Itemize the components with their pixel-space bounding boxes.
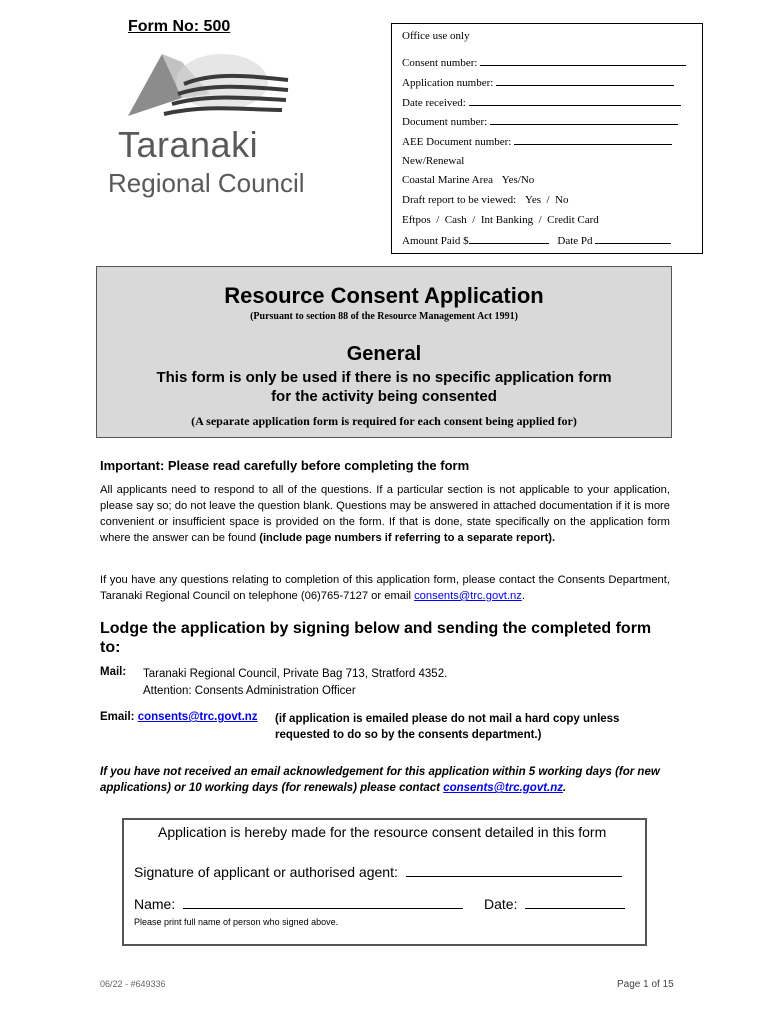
consent-number-field[interactable] — [402, 56, 686, 69]
instructions-paragraph-1-text: All applicants need to respond to all of the questions. If a particular section is not applicable to your application, please say so; do not leave the question blank. Questions may be answered in attached documentation if it is more convenient or insufficient space is provided on the form. If that is done, state specifically on the application form where the answer can be found — [100, 484, 670, 544]
instructions-paragraph-1 — [100, 482, 670, 546]
instructions-paragraph-2-end: . — [521, 590, 525, 602]
draft-report-options: Yes / No — [524, 194, 569, 206]
aee-document-number-label: AEE Document number: — [402, 136, 512, 148]
consent-number-line — [480, 56, 686, 66]
document-number-label: Document number: — [402, 116, 488, 128]
logo-wordmark-regional-council: Regional Council — [108, 168, 305, 198]
mail-label: Mail: — [100, 666, 127, 678]
usage-note-line-1: This form is only be used if there is no specific application form — [156, 369, 612, 386]
office-use-box — [391, 23, 703, 254]
title-box — [96, 266, 672, 438]
application-number-field[interactable] — [402, 76, 674, 89]
name-line[interactable] — [183, 896, 463, 909]
instructions-paragraph-1-bold: (include page numbers if referring to a separate report). — [259, 532, 556, 544]
separate-form-note: (A separate application form is required for each consent being applied for) — [191, 414, 577, 428]
date-line[interactable] — [525, 896, 625, 909]
page-subtitle: (Pursuant to section 88 of the Resource Management Act 1991) — [250, 311, 518, 322]
lodge-heading: Lodge the application by signing below and sending the completed form to: — [100, 620, 652, 656]
signature-line[interactable] — [406, 864, 622, 877]
consent-number-label: Consent number: — [402, 57, 478, 69]
aee-document-number-line — [514, 135, 672, 145]
document-number-field[interactable] — [402, 115, 678, 128]
form-number: Form No: 500 — [128, 18, 231, 35]
mail-address-line-1: Taranaki Regional Council, Private Bag 713, Stratford 4352. — [143, 668, 448, 680]
payment-methods[interactable]: Eftpos / Cash / Int Banking / Credit Card — [402, 214, 599, 226]
acknowledgement-end: . — [563, 782, 567, 794]
email-label: Email: — [100, 711, 135, 723]
logo-wordmark-taranaki: Taranaki — [118, 124, 259, 165]
date-label: Date: — [484, 896, 518, 912]
application-number-line — [496, 76, 674, 86]
email-note: (if application is emailed please do not mail a hard copy unless requested to do so by the consents department.) — [275, 713, 620, 741]
mail-address — [143, 666, 447, 700]
declaration-statement: Application is hereby made for the resource consent detailed in this form — [158, 824, 607, 840]
name-label: Name: — [134, 896, 176, 912]
logo-wave-4 — [164, 108, 282, 114]
form-type-heading: General — [346, 343, 422, 365]
coastal-marine-area-options: Yes/No — [501, 174, 535, 186]
application-number-label: Application number: — [402, 77, 494, 89]
date-field[interactable] — [484, 896, 625, 912]
declaration-box — [122, 818, 647, 946]
date-paid-line — [595, 234, 671, 244]
instructions-paragraph-2 — [100, 572, 670, 604]
name-field[interactable] — [134, 896, 463, 912]
date-received-label: Date received: — [402, 97, 466, 109]
mail-address-line-2: Attention: Consents Administration Officer — [143, 685, 356, 697]
consents-email-link[interactable]: consents@trc.govt.nz — [414, 590, 522, 602]
amount-paid-field[interactable] — [402, 234, 671, 247]
office-use-title: Office use only — [402, 30, 470, 42]
signature-field[interactable] — [134, 864, 622, 880]
date-received-line — [469, 96, 681, 106]
draft-report-field[interactable] — [402, 194, 569, 206]
usage-note-line-2: for the activity being consented — [271, 388, 497, 405]
aee-document-number-field[interactable] — [402, 135, 672, 148]
acknowledgement-email-link[interactable]: consents@trc.govt.nz — [443, 782, 564, 794]
amount-paid-label: Amount Paid $ — [402, 235, 469, 247]
coastal-marine-area-field[interactable] — [402, 174, 534, 186]
new-renewal-option[interactable]: New/Renewal — [402, 155, 465, 167]
lodge-email-link[interactable]: consents@trc.govt.nz — [137, 711, 258, 723]
email-row — [100, 711, 258, 723]
instructions-paragraph-2-text: If you have any questions relating to completion of this application form, please contact the Consents Department, Taranaki Regional Council on telephone (06)765-7127 or email — [100, 574, 670, 602]
signature-label: Signature of applicant or authorised agent: — [134, 864, 398, 880]
draft-report-label: Draft report to be viewed: — [402, 194, 517, 206]
document-number-line — [490, 115, 678, 125]
page-title: Resource Consent Application — [224, 283, 544, 308]
acknowledgement-note — [100, 764, 675, 796]
coastal-marine-area-label: Coastal Marine Area — [402, 174, 494, 186]
print-name-note: Please print full name of person who signed above. — [134, 917, 339, 927]
date-paid-label: Date Pd — [557, 235, 593, 247]
important-heading: Important: Please read carefully before completing the form — [100, 458, 470, 473]
document-reference: 06/22 - #649336 — [100, 979, 166, 989]
date-received-field[interactable] — [402, 96, 681, 109]
page-number: Page 1 of 15 — [617, 979, 674, 990]
acknowledgement-text: If you have not received an email acknowledgement for this application within 5 working days (for new applications) or 10 working days (for renewals) please contact — [100, 766, 660, 794]
amount-paid-line — [469, 234, 549, 244]
